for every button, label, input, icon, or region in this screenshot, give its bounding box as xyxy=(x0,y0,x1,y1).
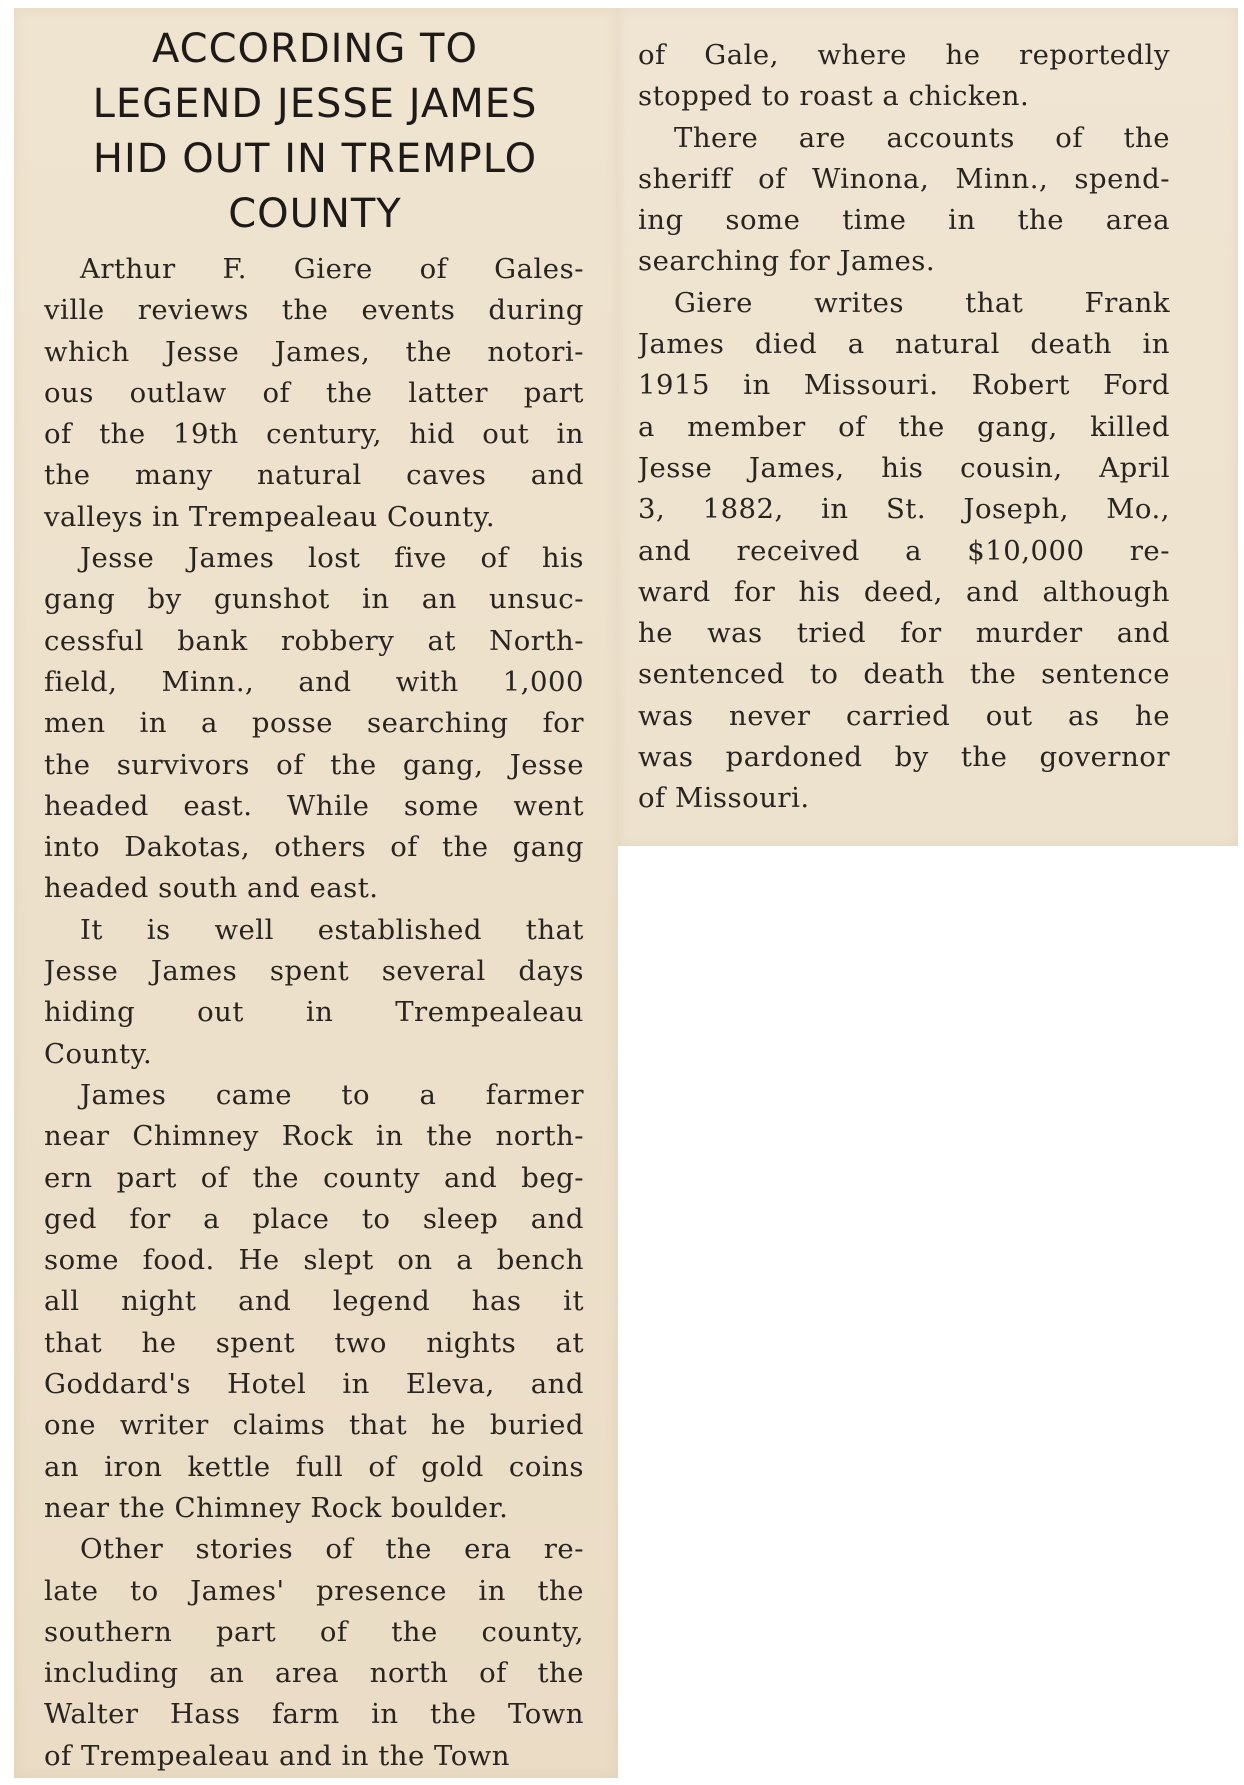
text-line: hiding out in Trempealeau xyxy=(44,996,584,1029)
text-line: was pardoned by the governor xyxy=(638,741,1170,774)
text-line: near the Chimney Rock boulder. xyxy=(44,1491,509,1524)
text-line: of Trempealeau and in the Town xyxy=(44,1739,510,1772)
text-line: into Dakotas, others of the gang xyxy=(44,831,584,864)
headline-line: HID OUT IN TREMPLO xyxy=(92,136,538,182)
text-line: including an area north of the xyxy=(44,1657,584,1690)
article-paragraph xyxy=(638,118,1170,283)
text-line: sheriff of Winona, Minn., spend- xyxy=(638,162,1170,195)
text-line: was never carried out as he xyxy=(638,699,1170,732)
text-line: headed east. While some went xyxy=(44,789,584,822)
text-line: Arthur F. Giere of Gales- xyxy=(80,253,584,285)
article-column-right xyxy=(638,35,1170,820)
headline-line: LEGEND JESSE JAMES xyxy=(92,81,538,127)
article-paragraph xyxy=(44,538,584,910)
text-line: men in a posse searching for xyxy=(44,707,584,740)
text-line: searching for James. xyxy=(638,245,936,278)
text-line: Other stories of the era re- xyxy=(80,1533,584,1566)
text-line: sentenced to death the sentence xyxy=(638,658,1170,691)
text-line: Walter Hass farm in the Town xyxy=(44,1698,584,1731)
text-line: It is well established that xyxy=(80,913,584,946)
text-line: the survivors of the gang, Jesse xyxy=(44,748,584,781)
text-line: which Jesse James, the notori- xyxy=(44,335,584,368)
text-line: he was tried for murder and xyxy=(638,617,1170,650)
text-line: There are accounts of the xyxy=(674,121,1170,154)
text-line: County. xyxy=(44,1037,153,1070)
article-paragraph xyxy=(44,1529,584,1777)
article-paragraph xyxy=(638,35,1170,118)
text-line: the many natural caves and xyxy=(44,459,584,492)
article-paragraph xyxy=(638,283,1170,820)
headline xyxy=(30,22,600,242)
text-line: Jesse James lost five of his xyxy=(80,542,584,575)
article-paragraph xyxy=(44,910,584,1075)
text-line: 1915 in Missouri. Robert Ford xyxy=(638,369,1170,402)
text-line: of Gale, where he reportedly xyxy=(638,39,1170,71)
text-line: ern part of the county and beg- xyxy=(44,1161,584,1194)
text-line: late to James' presence in the xyxy=(44,1574,584,1607)
text-line: near Chimney Rock in the north- xyxy=(44,1120,584,1153)
text-line: field, Minn., and with 1,000 xyxy=(44,665,584,698)
text-line: ged for a place to sleep and xyxy=(44,1202,584,1235)
text-line: southern part of the county, xyxy=(44,1615,584,1648)
text-line: gang by gunshot in an unsuc- xyxy=(44,583,584,616)
text-line: James came to a farmer xyxy=(80,1078,584,1111)
text-line: ing some time in the area xyxy=(638,204,1170,237)
text-line: Goddard's Hotel in Eleva, and xyxy=(44,1368,584,1401)
text-line: Jesse James spent several days xyxy=(44,955,584,988)
text-line: some food. He slept on a bench xyxy=(44,1244,584,1277)
text-line: that he spent two nights at xyxy=(44,1326,584,1359)
text-line: 3, 1882, in St. Joseph, Mo., xyxy=(638,493,1170,526)
text-line: and received a $10,000 re- xyxy=(638,534,1170,567)
text-line: one writer claims that he buried xyxy=(44,1409,584,1442)
text-line: cessful bank robbery at North- xyxy=(44,624,584,657)
text-line: Jesse James, his cousin, April xyxy=(638,451,1170,484)
text-line: an iron kettle full of gold coins xyxy=(44,1450,584,1483)
text-line: James died a natural death in xyxy=(638,328,1170,361)
text-line: headed south and east. xyxy=(44,872,379,905)
headline-line: ACCORDING TO xyxy=(152,26,478,72)
article-paragraph xyxy=(44,1075,584,1529)
article-paragraph xyxy=(44,249,584,538)
text-line: Giere writes that Frank xyxy=(674,286,1170,319)
text-line: ville reviews the events during xyxy=(44,294,584,327)
text-line: stopped to roast a chicken. xyxy=(638,80,1030,113)
text-line: valleys in Trempealeau County. xyxy=(44,500,496,533)
text-line: ward for his deed, and although xyxy=(638,575,1170,608)
article-column-left xyxy=(44,249,584,1777)
headline-line: COUNTY xyxy=(228,191,402,237)
text-line: of Missouri. xyxy=(638,782,810,815)
text-line: all night and legend has it xyxy=(44,1285,584,1318)
text-line: of the 19th century, hid out in xyxy=(44,418,584,451)
text-line: ous outlaw of the latter part xyxy=(44,376,584,409)
text-line: a member of the gang, killed xyxy=(638,410,1170,443)
